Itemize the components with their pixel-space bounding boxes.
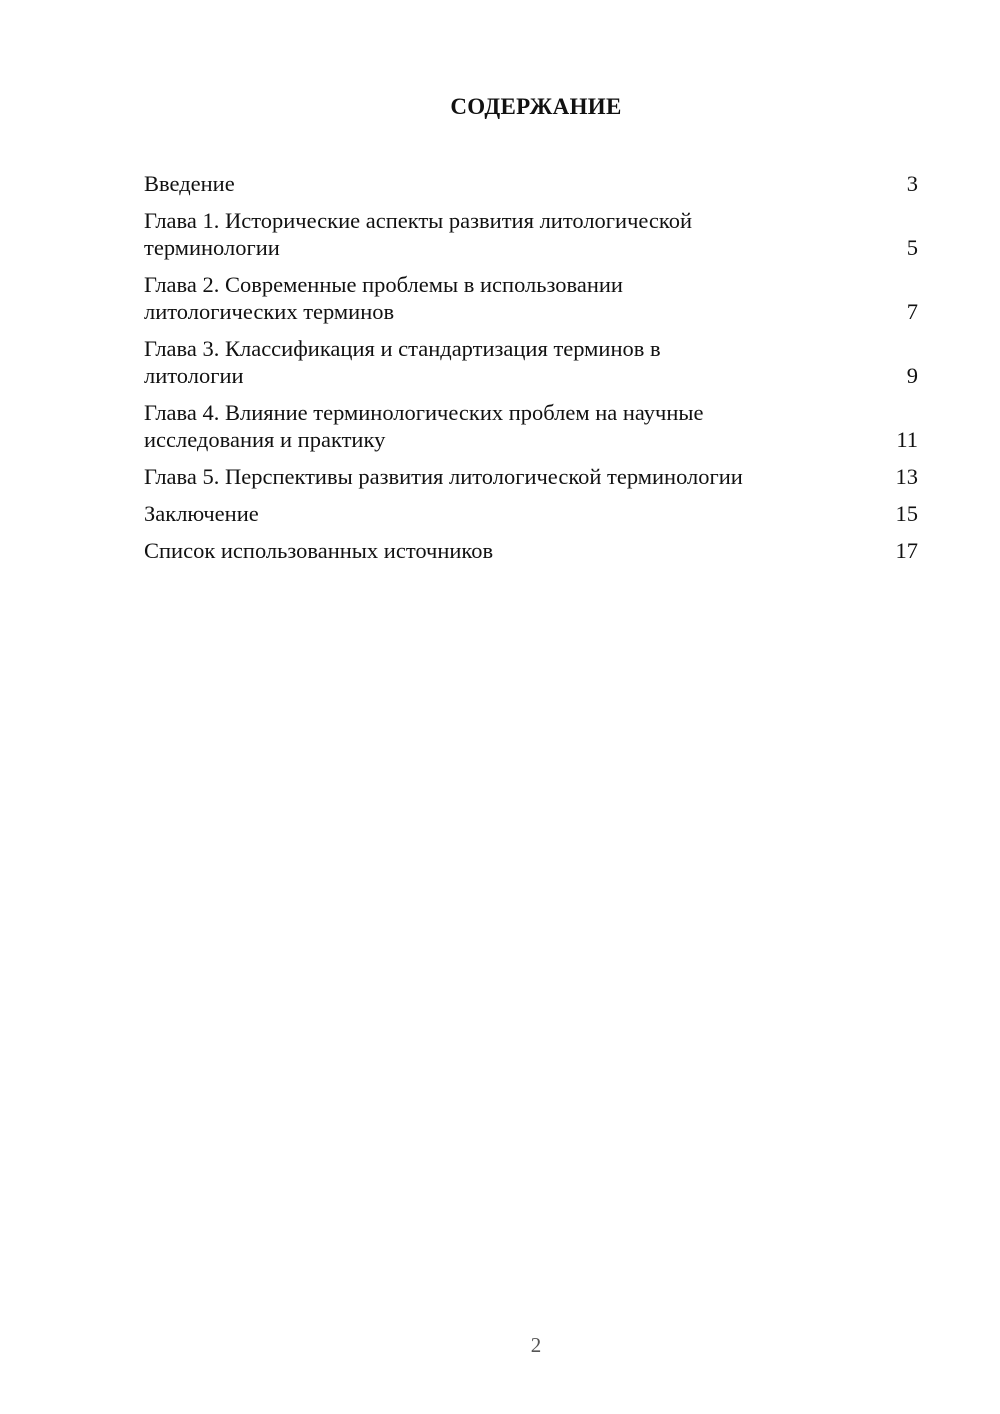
toc-entry-page: 15 <box>895 501 918 526</box>
toc-entry-page: 5 <box>906 235 918 260</box>
toc-entry-chapter-5 <box>144 463 918 490</box>
toc-entry-introduction <box>144 170 918 197</box>
toc-entry-label: Глава 1. Исторические аспекты развития литологической терминологии <box>144 208 692 260</box>
page-number: 2 <box>530 1333 542 1357</box>
toc-entry-chapter-3 <box>144 335 918 389</box>
toc-entry-page: 11 <box>896 427 918 452</box>
page-title: СОДЕРЖАНИЕ <box>450 94 622 119</box>
toc-entry-label: Заключение <box>144 501 259 526</box>
toc-entry-label: Введение <box>144 171 235 196</box>
toc-entry-label: Глава 2. Современные проблемы в использовании литологических терминов <box>144 272 623 324</box>
toc-entry-label: Список использованных источников <box>144 538 494 563</box>
toc-entry-page: 13 <box>895 464 918 489</box>
toc-entry-page: 3 <box>906 171 918 196</box>
toc-entry-chapter-1 <box>144 207 918 261</box>
toc-entry-page: 7 <box>906 299 918 324</box>
toc-entry-page: 9 <box>906 363 918 388</box>
toc-entry-page: 17 <box>895 538 918 563</box>
toc-entry-label: Глава 4. Влияние терминологических проблем на научные исследования и практику <box>144 400 704 452</box>
toc-entry-label: Глава 5. Перспективы развития литологической терминологии <box>144 464 743 489</box>
toc-entry-references <box>144 537 918 564</box>
toc-entry-label: Глава 3. Классификация и стандартизация терминов в литологии <box>144 336 661 388</box>
table-of-contents <box>144 170 918 574</box>
toc-entry-conclusion <box>144 500 918 527</box>
toc-entry-chapter-4 <box>144 399 918 453</box>
toc-entry-chapter-2 <box>144 271 918 325</box>
